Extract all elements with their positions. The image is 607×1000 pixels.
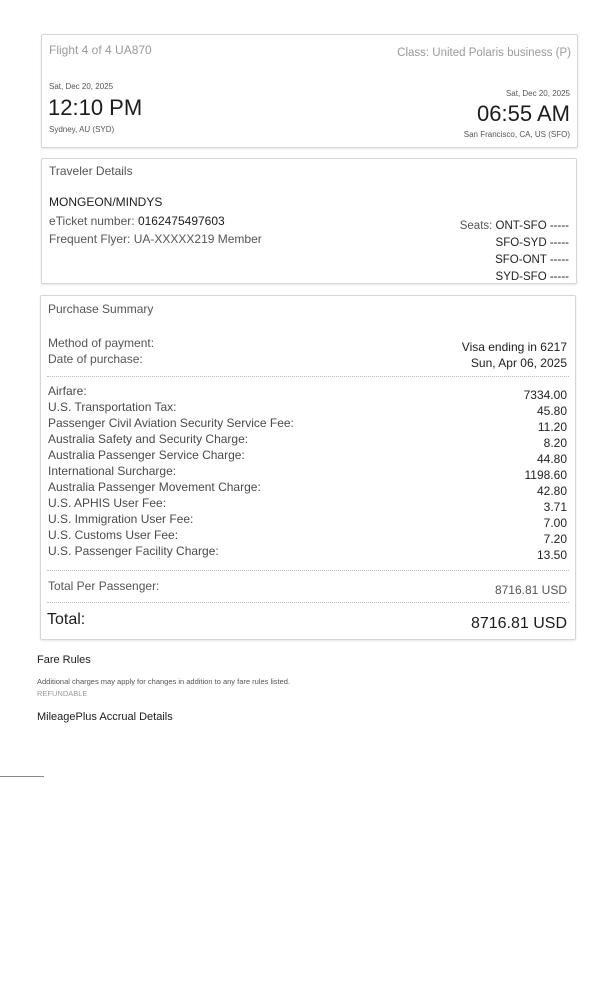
arrival-date: Sat, Dec 20, 2025 xyxy=(505,89,570,98)
payment-method-label: Method of payment: xyxy=(48,336,155,350)
traveler-card xyxy=(41,158,577,284)
fee-label: U.S. APHIS User Fee: xyxy=(48,496,167,510)
divider xyxy=(47,376,569,377)
seat-assignment: SYD-SFO ----- xyxy=(495,271,569,283)
fee-label: U.S. Transportation Tax: xyxy=(48,400,177,414)
fee-value: 7.00 xyxy=(543,516,567,530)
traveler-name: MONGEON/MINDYS xyxy=(49,195,163,209)
fee-value: 7.20 xyxy=(543,532,567,546)
fee-row xyxy=(48,432,567,448)
fee-value: 8.20 xyxy=(543,436,567,450)
seat-assignment: SFO-SYD ----- xyxy=(495,237,569,249)
fee-row xyxy=(48,528,567,544)
frequent-flyer-value: UA-XXXXX219 Member xyxy=(133,232,262,246)
fee-label: International Surcharge: xyxy=(48,464,177,478)
departure-date: Sat, Dec 20, 2025 xyxy=(49,82,114,91)
flight-card xyxy=(41,34,578,148)
fee-label: Australia Passenger Movement Charge: xyxy=(48,480,261,494)
per-passenger-label: Total Per Passenger: xyxy=(48,579,160,593)
frequent-flyer-label: Frequent Flyer: xyxy=(49,232,131,246)
fee-value: 3.71 xyxy=(543,500,567,514)
fee-value: 1198.60 xyxy=(524,468,567,482)
fee-label: Australia Safety and Security Charge: xyxy=(48,432,249,446)
seat-assignment: ONT-SFO ----- xyxy=(495,220,569,232)
fee-label: Passenger Civil Aviation Security Service Fee: xyxy=(48,416,294,430)
purchase-date-label: Date of purchase: xyxy=(48,352,143,366)
cabin-class: Class: United Polaris business (P) xyxy=(397,47,571,59)
seats-label: Seats: xyxy=(459,220,493,232)
fee-label: U.S. Passenger Facility Charge: xyxy=(48,544,219,558)
fee-row xyxy=(48,400,567,416)
purchase-section-title: Purchase Summary xyxy=(48,302,154,316)
total-label: Total: xyxy=(47,611,86,628)
fee-label: Airfare: xyxy=(48,384,87,398)
fee-value: 44.80 xyxy=(536,452,567,466)
fee-value: 45.80 xyxy=(536,404,567,418)
departure-place: Sydney, AU (SYD) xyxy=(49,125,115,134)
eticket-number: 0162475497603 xyxy=(137,214,225,228)
divider xyxy=(47,570,569,571)
fee-row xyxy=(48,544,567,560)
seats-block xyxy=(460,218,569,286)
eticket-label: eTicket number: xyxy=(49,214,135,228)
fee-row xyxy=(48,416,567,432)
fee-label: Australia Passenger Service Charge: xyxy=(48,448,245,462)
page-edge-line xyxy=(0,776,44,777)
seat-line xyxy=(460,218,569,235)
refundable-status: REFUNDABLE xyxy=(37,689,88,698)
arrival-time: 06:55 AM xyxy=(477,101,570,126)
fee-row xyxy=(48,496,567,512)
total-value: 8716.81 USD xyxy=(470,615,567,632)
purchase-summary-card xyxy=(40,295,576,640)
fee-label: U.S. Customs User Fee: xyxy=(48,528,179,542)
fee-label: U.S. Immigration User Fee: xyxy=(48,512,194,526)
fee-row xyxy=(48,512,567,528)
fare-rules-title: Fare Rules xyxy=(37,654,91,666)
frequent-flyer-row xyxy=(49,232,262,246)
fee-row xyxy=(48,480,567,496)
seat-assignment: SFO-ONT ----- xyxy=(495,254,569,266)
purchase-date-value: Sun, Apr 06, 2025 xyxy=(470,356,567,370)
payment-method-value: Visa ending in 6217 xyxy=(461,340,567,354)
fee-value: 11.20 xyxy=(537,420,567,434)
fee-value: 7334.00 xyxy=(523,388,567,402)
fee-value: 13.50 xyxy=(536,548,567,562)
arrival-place: San Francisco, CA, US (SFO) xyxy=(463,130,570,139)
eticket-row xyxy=(49,214,225,228)
flight-segment: Flight 4 of 4 UA870 xyxy=(49,43,152,57)
fee-row xyxy=(48,448,567,464)
mileageplus-title: MileagePlus Accrual Details xyxy=(37,711,173,723)
fare-rules-note: Additional charges may apply for changes in addition to any fare rules listed. xyxy=(37,677,291,686)
fee-value: 42.80 xyxy=(536,484,567,498)
divider xyxy=(47,602,569,603)
fee-row xyxy=(48,464,567,480)
departure-time: 12:10 PM xyxy=(48,95,143,120)
fee-list xyxy=(48,384,567,564)
fee-row xyxy=(48,384,567,400)
per-passenger-value: 8716.81 USD xyxy=(494,583,567,597)
traveler-section-title: Traveler Details xyxy=(49,164,133,178)
